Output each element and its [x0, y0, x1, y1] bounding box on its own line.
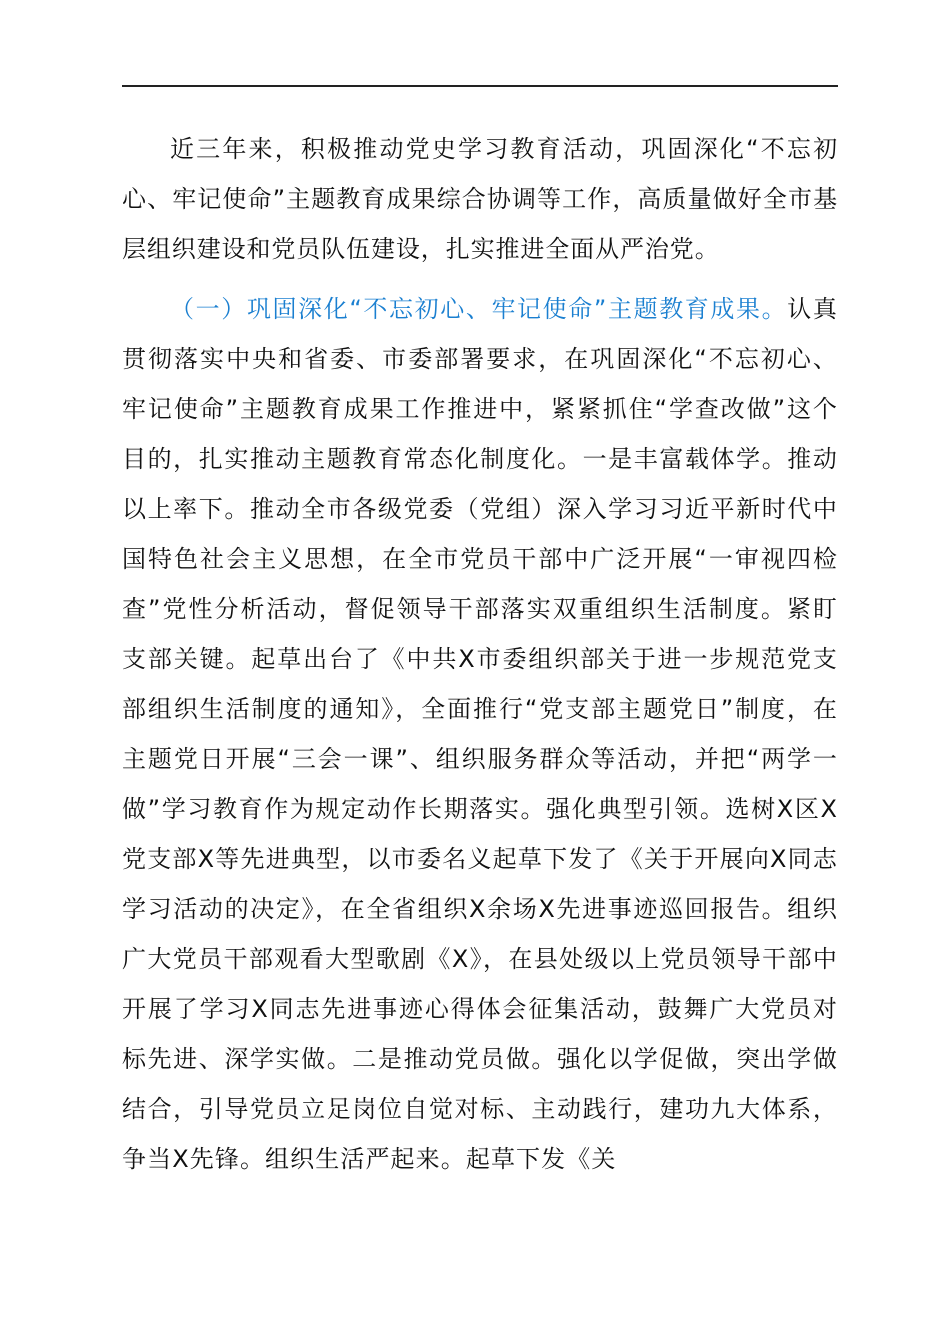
paragraph-intro: [122, 124, 838, 274]
paragraph-intro-text: 近三年来，积极推动党史学习教育活动，巩固深化“不忘初心、牢记使命”主题教育成果综合协调等工作，高质量做好全市基层组织建设和党员队伍建设，扎实推进全面从严治党。: [122, 135, 838, 263]
header-rule: [122, 85, 838, 87]
paragraph-section-one: [122, 284, 838, 1184]
document-body: [122, 124, 838, 1184]
section-heading: （一）巩固深化“不忘初心、牢记使命”主题教育成果。: [170, 295, 788, 323]
section-body-text: 认真贯彻落实中央和省委、市委部署要求，在巩固深化“不忘初心、牢记使命”主题教育成果工作推进中，紧紧抓住“学查改做”这个目的，扎实推动主题教育常态化制度化。一是丰富载体学。推动以上率下。推动全市各级党委（党组）深入学习习近平新时代中国特色社会主义思想，在全市党员干部中广泛开展“一审视四检查”党性分析活动，督促领导干部落实双重组织生活制度。紧盯支部关键。起草出台了《中共X市委组织部关于进一步规范党支部组织生活制度的通知》，全面推行“党支部主题党日”制度，在主题党日开展“三会一课”、组织服务群众等活动，并把“两学一做”学习教育作为规定动作长期落实。强化典型引领。选树X区X党支部X等先进典型，以市委名义起草下发了《关于开展向X同志学习活动的决定》，在全省组织X余场X先进事迹巡回报告。组织广大党员干部观看大型歌剧《X》，在县处级以上党员领导干部中开展了学习X同志先进事迹心得体会征集活动，鼓舞广大党员对标先进、深学实做。二是推动党员做。强化以学促做，突出学做结合，引导党员立足岗位自觉对标、主动践行，建功九大体系，争当X先锋。组织生活严起来。起草下发《关: [122, 295, 838, 1173]
